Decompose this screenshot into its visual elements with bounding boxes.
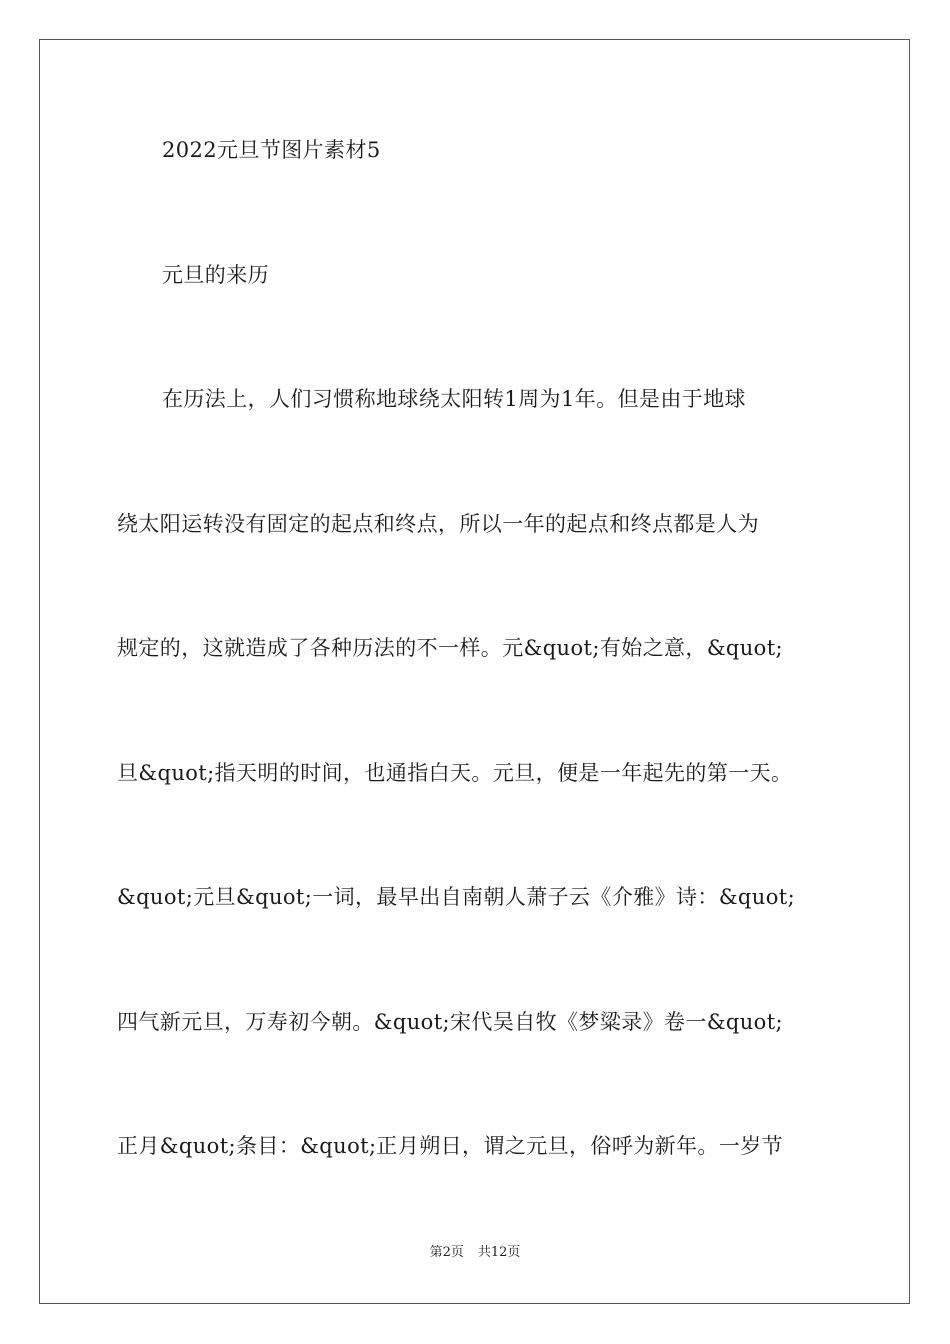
page-number: 第2页 [429, 1245, 464, 1260]
page-border [39, 39, 910, 1304]
page-total: 共12页 [477, 1245, 521, 1260]
paragraph-line: 正月&quot;条目：&quot;正月朔日，谓之元旦，俗呼为新年。一岁节 [117, 1134, 784, 1158]
page-footer [0, 1244, 950, 1262]
paragraph-line: &quot;元旦&quot;一词，最早出自南朝人萧子云《介雅》诗：&quot; [117, 885, 796, 909]
paragraph-line: 旦&quot;指天明的时间，也通指白天。元旦，便是一年起先的第一天。 [117, 761, 793, 785]
paragraph-line: 绕太阳运转没有固定的起点和终点，所以一年的起点和终点都是人为 [117, 512, 759, 536]
document-title: 2022元旦节图片素材5 [162, 138, 381, 162]
paragraph-line: 规定的，这就造成了各种历法的不一样。元&quot;有始之意，&quot; [117, 636, 784, 660]
paragraph-line: 四气新元旦，万寿初今朝。&quot;宋代吴自牧《梦粱录》卷一&quot; [117, 1010, 784, 1034]
paragraph-line: 在历法上，人们习惯称地球绕太阳转1周为1年。但是由于地球 [162, 387, 746, 411]
section-heading: 元旦的来历 [162, 263, 269, 287]
